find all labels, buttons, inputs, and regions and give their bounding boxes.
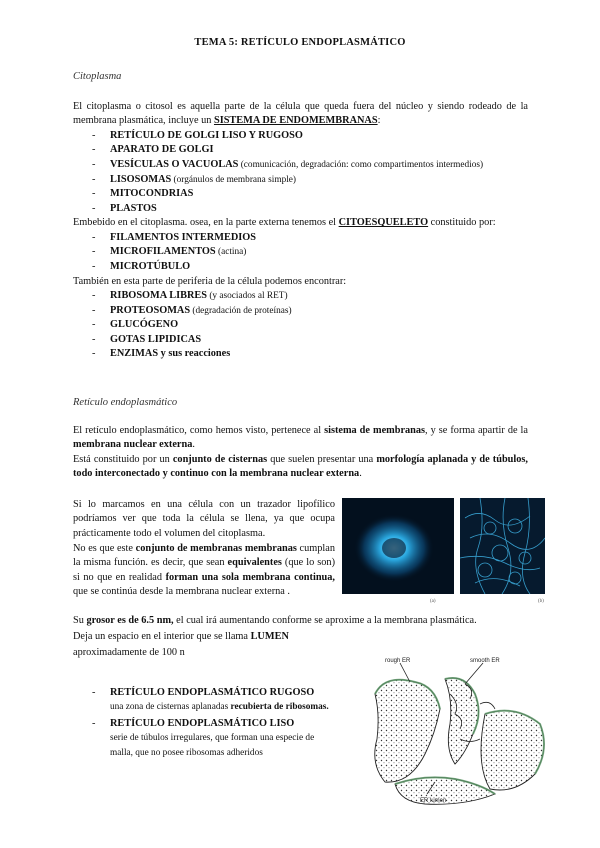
periphery-list [73,289,528,362]
caption-left: (a) [430,599,436,604]
periphery-item: - GOTAS LIPIDICAS [73,333,528,348]
network-fluorescence-right-icon [460,498,545,594]
label-smooth-er: smooth ER [470,658,500,664]
cytoskeleton-item: - MICROFILAMENTOS (actina) [73,245,528,260]
endomembrane-item: - MITOCONDRIAS [73,187,528,202]
fluorescence-image-right [460,498,545,594]
intro-paragraph: El citoplasma o citosol es aquella parte de la célula que queda fuera del núcleo y siendo rodeado de la membrana plasmática, incluye un SISTEMA DE ENDOMEMBRANAS: - RETÍCULO DE GOLGI LISO Y RUGOSO - APARATO DE GOLGI - VESÍCULAS O VACUOLAS (comunicación, degradación: como compartimentos intermedios) - LISOSOMAS (orgánulos de membrana simple) - MITOCONDRIAS - PLASTOS Embebido en el citoplasma. osea, en la parte externa tenemos el CITOESQUELETO constituido por: - FILAMENTOS INTERMEDIOS - MICROFILAMENTOS (actina) - MICROTÚBULO También en esta parte de periferia de la célula podemos encontrar: - RIBOSOMA LIBRES (y asociados al RET) - PROTEOSOMAS (degradación de proteínas) - GLUCÓGENO - GOTAS LIPIDICAS - ENZIMAS y sus reacciones [73,100,528,362]
periphery-item: - PROTEOSOMAS (degradación de proteínas) [73,304,528,319]
periphery-intro: También en esta parte de periferia de la célula podemos encontrar: [73,275,347,287]
endomembrane-item: - APARATO DE GOLGI [73,143,528,158]
endomembrane-item: - VESÍCULAS O VACUOLAS (comunicación, degradación: como compartimentos intermedios) [73,158,528,173]
periphery-item: - ENZIMAS y sus reacciones [73,347,528,362]
label-er-lumen: ER lumen [420,798,447,804]
er-paragraph-1: El retículo endoplasmático, como hemos visto, pertenece al sistema de membranas, y se forma apartir de la membrana nuclear externa. [73,425,528,451]
endomembrane-item: - LISOSOMAS (orgánulos de membrana simple) [73,173,528,188]
er-structure-illustration-icon [365,654,555,806]
section-heading-reticulo: Retículo endoplasmático [73,397,178,408]
periphery-item: - RIBOSOMA LIBRES (y asociados al RET) [73,289,528,304]
er-rough-item: - RETÍCULO ENDOPLASMÁTICO RUGOSO una zona de cisternas aplanadas recubierta de ribosomas. [92,687,329,713]
cell-fluorescence-left-icon [342,498,454,594]
page-title: TEMA 5: RETÍCULO ENDOPLASMÁTICO [194,37,406,48]
er-smooth-item: - RETÍCULO ENDOPLASMÁTICO LISO serie de túbulos irregulares, que forman una especie de malla, que no posee ribosomas adheridos [92,717,315,758]
cytoskeleton-item: - MICROTÚBULO [73,260,528,275]
cytoskeleton-item: - FILAMENTOS INTERMEDIOS [73,231,528,246]
er-paragraph-7: aproximadamente de 100 n [73,647,185,658]
er-paragraph-2: Está constituido por un conjunto de cisternas que suelen presentar una morfología aplanada y de túbulos, todo interconectado y continuo con la membrana nuclear externa. [73,454,528,480]
cytoskeleton-intro: Embebido en el citoplasma. osea, en la parte externa tenemos el CITOESQUELETO constituido por: [73,217,496,229]
endomembrane-item: - RETÍCULO DE GOLGI LISO Y RUGOSO [73,129,528,144]
er-paragraph-3: Si lo marcamos en una célula con un trazador lipofílico podríamos ver que toda la célula se llena, ya que ocupa prácticamente todo el volumen del citoplasma. [73,499,335,539]
er-paragraph-5: Su grosor es de 6.5 nm, el cual irá aumentando conforme se aproxime a la membrana plasmática. [73,615,477,626]
er-diagram [365,654,555,806]
endomembrane-item: - PLASTOS [73,202,528,217]
er-paragraph-6: Deja un espacio en el interior que se llama LUMEN [73,631,289,642]
er-types [73,686,338,760]
cytoskeleton-list [73,231,528,275]
periphery-item: - GLUCÓGENO [73,318,528,333]
section-heading-citoplasma: Citoplasma [73,71,122,82]
endomembrane-term: SISTEMA DE ENDOMEMBRANAS [213,115,378,127]
fluorescence-image-left [342,498,454,594]
er-paragraph-4: No es que este conjunto de membranas membranas cumplan la misma función. es decir, que sean equivalentes (que lo son) si no que en realidad forman una sola membrana continua, que se continúa desde la membrana nuclear externa . [73,543,336,598]
caption-right: (b) [538,599,544,604]
endomembrane-list [73,129,528,217]
label-rough-er: rough ER [385,658,411,664]
